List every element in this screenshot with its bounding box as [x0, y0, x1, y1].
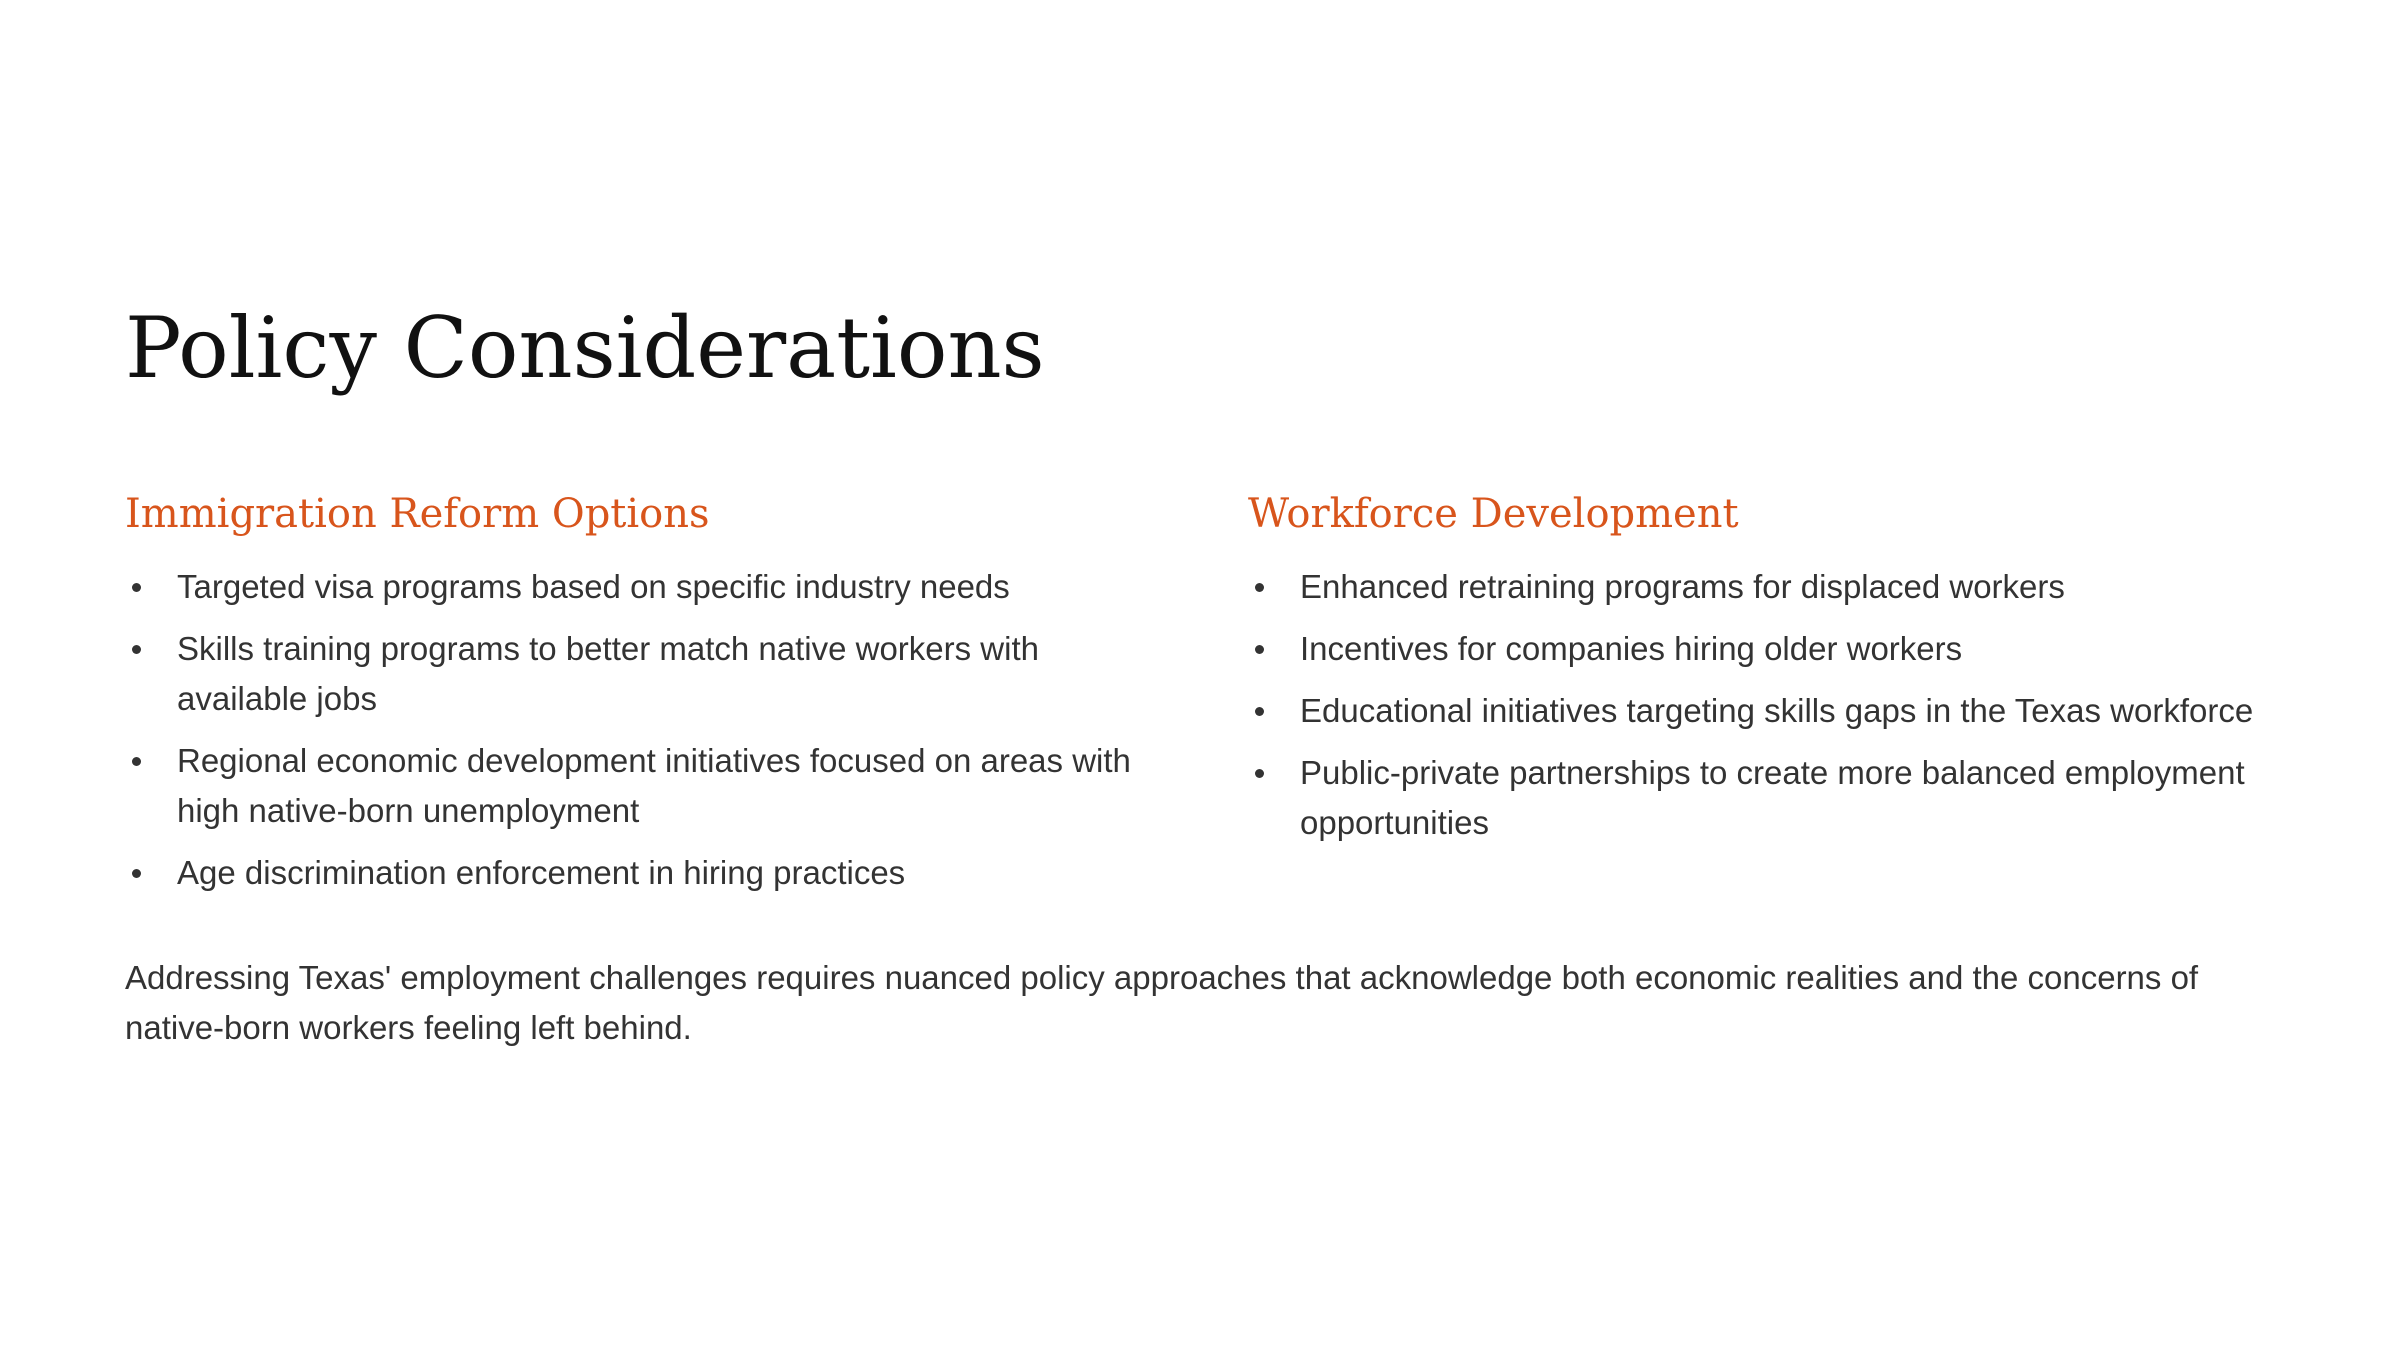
- list-item-text: Skills training programs to better match native workers with available jobs: [177, 630, 1039, 717]
- summary-paragraph: Addressing Texas' employment challenges requires nuanced policy approaches that acknowledge both economic realities and the concerns of native-born workers feeling left behind.: [125, 959, 2199, 1046]
- list-item: [125, 848, 1165, 898]
- list-item-text: Public-private partnerships to create more balanced employment opportunities: [1300, 754, 2245, 841]
- bullet-icon: [132, 757, 141, 766]
- bullet-icon: [132, 583, 141, 592]
- immigration-reform-list: [125, 562, 1165, 898]
- list-item-text: Enhanced retraining programs for displaced workers: [1300, 568, 2065, 605]
- workforce-development-list: [1248, 562, 2308, 848]
- immigration-reform-heading: Immigration Reform Options: [125, 491, 710, 537]
- list-item: [1248, 686, 2308, 736]
- list-item: [1248, 624, 2308, 674]
- slide-title: Policy Considerations: [125, 299, 1045, 397]
- bullet-icon: [132, 869, 141, 878]
- list-item-text: Incentives for companies hiring older workers: [1300, 630, 1963, 667]
- list-item-text: Educational initiatives targeting skills gaps in the Texas workforce: [1300, 692, 2254, 729]
- list-item-text: Regional economic development initiatives focused on areas with high native-born unemployment: [177, 742, 1131, 829]
- workforce-development-column: [1248, 488, 2308, 860]
- list-item: [125, 736, 1165, 836]
- list-item-text: Targeted visa programs based on specific industry needs: [177, 568, 1010, 605]
- list-item: [125, 624, 1165, 724]
- bullet-icon: [1255, 645, 1264, 654]
- immigration-reform-column: [125, 488, 1165, 910]
- list-item: [1248, 748, 2308, 848]
- list-item: [125, 562, 1165, 612]
- bullet-icon: [1255, 707, 1264, 716]
- bullet-icon: [1255, 583, 1264, 592]
- bullet-icon: [1255, 769, 1264, 778]
- bullet-icon: [132, 645, 141, 654]
- workforce-development-heading: Workforce Development: [1248, 491, 1739, 537]
- list-item-text: Age discrimination enforcement in hiring practices: [177, 854, 906, 891]
- list-item: [1248, 562, 2308, 612]
